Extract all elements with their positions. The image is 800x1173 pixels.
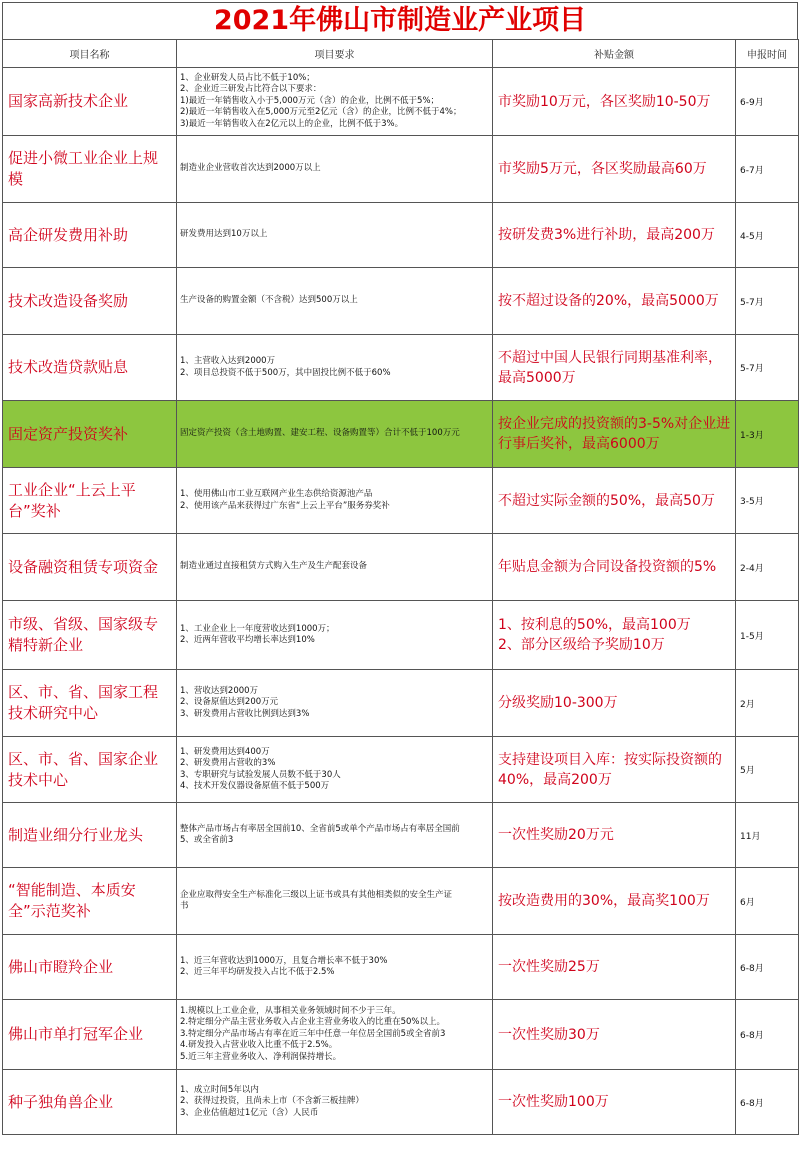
application-time-cell: 6月: [736, 868, 799, 935]
application-time-cell: 2月: [736, 670, 799, 737]
subsidy-amount-cell: [493, 868, 736, 935]
subsidy-line: 一次性奖励20万元: [498, 827, 614, 843]
table-row: [3, 203, 799, 268]
requirements-cell: [177, 737, 493, 803]
application-time-cell: 6-8月: [736, 935, 799, 1000]
subsidy-amount-cell: [493, 401, 736, 468]
requirement-line: 3、企业估值超过1亿元（含）人民币: [180, 1107, 319, 1118]
application-time-cell: 1-3月: [736, 401, 799, 468]
subsidy-amount-cell: [493, 601, 736, 670]
table-row: [3, 601, 799, 670]
subsidy-amount-cell: [493, 670, 736, 737]
requirements-cell: [177, 803, 493, 868]
table-row: [3, 868, 799, 935]
requirements-cell: [177, 601, 493, 670]
project-name-cell: 技术改造设备奖励: [3, 268, 177, 335]
requirement-line: 2、近两年营收平均增长率达到10%: [180, 635, 315, 645]
requirement-line: 2、研发费用占营收的3%: [180, 758, 276, 768]
requirements-cell: [177, 935, 493, 1000]
subsidy-amount-cell: [493, 1070, 736, 1135]
application-time-cell: 6-9月: [736, 68, 799, 136]
requirements-cell: [177, 468, 493, 534]
subsidy-line: 支持建设项目入库：按实际投资额的40%，最高200万: [498, 751, 722, 788]
header-row: [3, 40, 799, 68]
table-row: [3, 737, 799, 803]
subsidy-amount-cell: [493, 136, 736, 203]
requirements-cell: [177, 1000, 493, 1070]
application-time-cell: 6-8月: [736, 1070, 799, 1135]
subsidy-amount-cell: [493, 203, 736, 268]
requirements-cell: [177, 136, 493, 203]
application-time-cell: 5月: [736, 737, 799, 803]
requirement-line: 1、企业研发人员占比不低于10%；: [180, 72, 315, 83]
subsidy-amount-cell: [493, 468, 736, 534]
requirement-line: 1.规模以上工业企业，从事相关业务领域时间不少于三年。: [180, 1005, 401, 1016]
application-time-cell: 5-7月: [736, 268, 799, 335]
requirement-line: 1、工业企业上一年度营收达到1000万；: [180, 623, 335, 634]
application-time-cell: 6-7月: [736, 136, 799, 203]
requirement-line: 3、专职研究与试验发展人员数不低于30人: [180, 769, 341, 780]
subsidy-line: 市奖励10万元，各区奖励10-50万: [498, 93, 711, 110]
requirement-line: 2.特定细分产品主营业务收入占企业主营业务收入的比重在50%以上。: [180, 1017, 446, 1028]
header-project-requirements: 项目要求: [177, 40, 493, 68]
requirement-line: 1、主营收入达到2000万: [180, 356, 276, 366]
requirements-cell: [177, 1070, 493, 1135]
application-time-cell: 5-7月: [736, 335, 799, 401]
requirement-line: 2、企业近三研发占比符合以下要求：: [180, 84, 322, 95]
requirement-line: 1、研发费用达到400万: [180, 746, 270, 757]
project-name-cell: 工业企业“上云上平台”奖补: [3, 468, 177, 534]
application-time-cell: 11月: [736, 803, 799, 868]
subsidy-line: 按改造费用的30%，最高奖100万: [498, 893, 710, 909]
subsidy-line: 市奖励5万元，各区奖励最高60万: [498, 161, 707, 177]
subsidy-amount-cell: [493, 68, 736, 136]
header-project-name: 项目名称: [3, 40, 177, 68]
project-name-cell: 制造业细分行业龙头: [3, 803, 177, 868]
project-name-cell: 促进小微工业企业上规模: [3, 136, 177, 203]
requirement-line: 4、技术开发仪器设备原值不低于500万: [180, 781, 330, 791]
table-row: [3, 401, 799, 468]
project-name-cell: 区、市、省、国家工程技术研究中心: [3, 670, 177, 737]
table-row: [3, 335, 799, 401]
application-time-cell: 6-8月: [736, 1000, 799, 1070]
subsidy-line: 分级奖励10-300万: [498, 695, 618, 711]
requirements-cell: [177, 534, 493, 601]
subsidy-amount-cell: [493, 1000, 736, 1070]
application-time-cell: 3-5月: [736, 468, 799, 534]
subsidy-line: 按不超过设备的20%，最高5000万: [498, 293, 719, 309]
requirement-line: 制造业通过直接租赁方式购入生产及生产配套设备: [180, 561, 368, 572]
table-row: [3, 935, 799, 1000]
application-time-cell: 4-5月: [736, 203, 799, 268]
project-name-cell: 区、市、省、国家企业技术中心: [3, 737, 177, 803]
requirement-line: 3)最近一年销售收入在2亿元以上的企业，比例不低于3%。: [180, 118, 404, 129]
requirements-cell: [177, 68, 493, 136]
requirements-cell: [177, 401, 493, 468]
requirement-line: 1、使用佛山市工业互联网产业生态供给资源池产品: [180, 489, 373, 499]
requirement-line: 3.特定细分产品市场占有率在近三年中任意一年位居全国前5或全省前3: [180, 1028, 446, 1039]
requirement-line: 5、或全省前3: [180, 835, 234, 845]
requirement-line: 研发费用达到10万以上: [180, 229, 268, 240]
project-name-cell: 固定资产投资奖补: [3, 401, 177, 468]
requirement-line: 3、研发费用占营收比例到达到3%: [180, 708, 310, 719]
requirement-line: 整体产品市场占有率居全国前10、全省前5或单个产品市场占有率居全国前: [180, 823, 460, 834]
requirements-cell: [177, 670, 493, 737]
requirements-cell: [177, 203, 493, 268]
requirements-cell: [177, 335, 493, 401]
requirement-line: 2、设备原值达到200万元: [180, 697, 279, 708]
subsidy-line: 1、按利息的50%，最高100万: [498, 617, 691, 633]
requirement-line: 1)最近一年销售收入小于5,000万元（含）的企业，比例不低于5%；: [180, 95, 440, 106]
subsidy-amount-cell: [493, 534, 736, 601]
subsidy-line: 年贴息金额为合同设备投资额的5%: [498, 559, 717, 575]
requirement-line: 2、使用该产品来获得过广东省“上云上平台”服务券奖补: [180, 500, 390, 511]
table-row: [3, 1070, 799, 1135]
application-time-cell: 1-5月: [736, 601, 799, 670]
requirement-line: 2、近三年平均研发投入占比不低于2.5%: [180, 967, 335, 977]
table-row: [3, 268, 799, 335]
project-name-cell: 种子独角兽企业: [3, 1070, 177, 1135]
project-name-cell: 佛山市单打冠军企业: [3, 1000, 177, 1070]
application-time-cell: 2-4月: [736, 534, 799, 601]
subsidy-line: 按研发费3%进行补助，最高200万: [498, 227, 715, 243]
requirement-line: 1、成立时间5年以内: [180, 1084, 259, 1095]
subsidy-amount-cell: [493, 268, 736, 335]
requirement-line: 书: [180, 901, 189, 911]
subsidy-line: 一次性奖励30万: [498, 1026, 600, 1043]
subsidy-amount-cell: [493, 335, 736, 401]
subsidy-line: 2、部分区级给予奖励10万: [498, 637, 665, 653]
requirement-line: 企业应取得安全生产标准化三级以上证书或具有其他相类似的安全生产证: [180, 889, 453, 900]
table-row: [3, 68, 799, 136]
requirements-cell: [177, 268, 493, 335]
requirement-line: 5.近三年主营业务收入、净利润保持增长。: [180, 1051, 342, 1062]
requirement-line: 1、近三年营收达到1000万，且复合增长率不低于30%: [180, 955, 388, 966]
requirement-line: 固定资产投资（含土地购置、建安工程、设备购置等）合计不低于100万元: [180, 428, 460, 439]
project-name-cell: 国家高新技术企业: [3, 68, 177, 136]
requirement-line: 制造业企业营收首次达到2000万以上: [180, 163, 321, 174]
requirement-line: 生产设备的购置金额（不含税）达到500万以上: [180, 295, 358, 306]
project-name-cell: 市级、省级、国家级专精特新企业: [3, 601, 177, 670]
subsidy-line: 一次性奖励100万: [498, 1094, 609, 1110]
subsidy-line: 一次性奖励25万: [498, 959, 600, 975]
requirement-line: 4.研发投入占营业收入比重不低于2.5%。: [180, 1040, 338, 1051]
header-subsidy-amount: 补贴金额: [493, 40, 736, 68]
requirement-line: 2)最近一年销售收入在5,000万元至2亿元（含）的企业，比例不低于4%；: [180, 107, 462, 118]
table-row: [3, 803, 799, 868]
subsidy-amount-cell: [493, 935, 736, 1000]
subsidy-line: 不超过实际金额的50%，最高50万: [498, 492, 715, 509]
table-row: [3, 670, 799, 737]
requirements-cell: [177, 868, 493, 935]
subsidy-amount-cell: [493, 737, 736, 803]
table-row: [3, 534, 799, 601]
table-row: [3, 468, 799, 534]
subsidy-line: 按企业完成的投资额的3-5%对企业进行事后奖补，最高6000万: [498, 416, 731, 452]
project-name-cell: 设备融资租赁专项资金: [3, 534, 177, 601]
requirement-line: 2、获得过投资，且尚未上市（不含新三板挂牌）: [180, 1096, 364, 1107]
project-table: [2, 39, 799, 1135]
project-name-cell: 佛山市瞪羚企业: [3, 935, 177, 1000]
requirement-line: 2、项目总投资不低于500万，其中固投比例不低于60%: [180, 367, 391, 378]
project-name-cell: 技术改造贷款贴息: [3, 335, 177, 401]
requirement-line: 1、营收达到2000万: [180, 685, 259, 696]
project-name-cell: 高企研发费用补助: [3, 203, 177, 268]
subsidy-line: 不超过中国人民银行同期基准利率，最高5000万: [498, 349, 722, 386]
table-row: [3, 1000, 799, 1070]
subsidy-amount-cell: [493, 803, 736, 868]
project-name-cell: “智能制造、本质安全”示范奖补: [3, 868, 177, 935]
page-title: 2021年佛山市制造业产业项目: [2, 2, 798, 39]
table-row: [3, 136, 799, 203]
header-application-time: 申报时间: [736, 40, 799, 68]
